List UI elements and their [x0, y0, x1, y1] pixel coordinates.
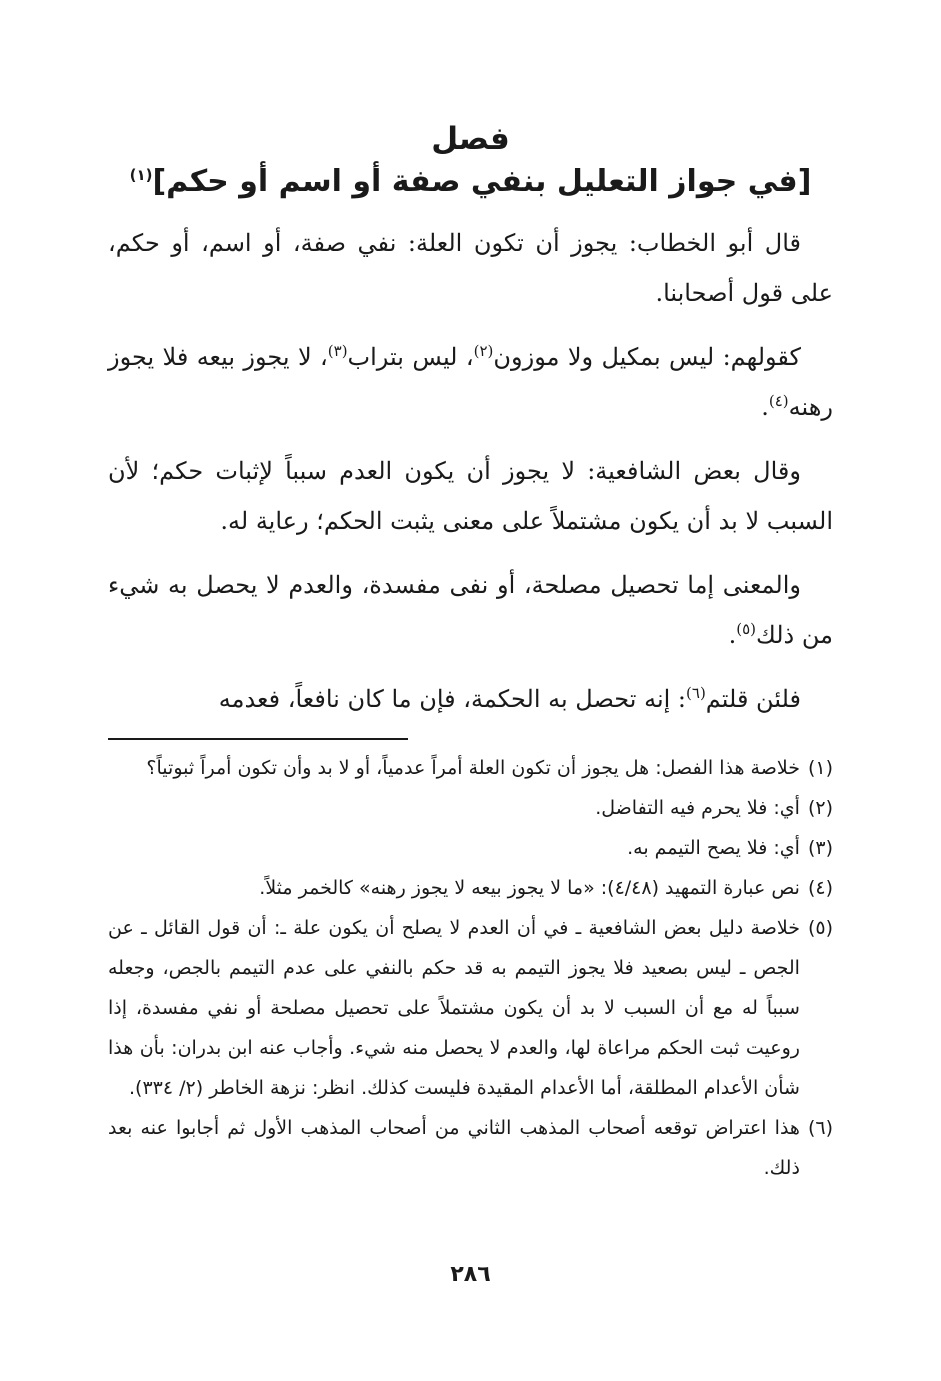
paragraph-text: : إنه تحصل به الحكمة، فإن ما كان نافعاً، فعدمه: [218, 685, 687, 713]
paragraph-text: .: [728, 621, 737, 649]
footnote-number: (٣): [807, 837, 833, 859]
footnote: [108, 828, 833, 868]
subheading-footnote-ref: (١): [129, 166, 153, 184]
paragraph: [108, 446, 833, 546]
main-text: [108, 218, 833, 724]
paragraph-text: فلئن قلتم: [705, 685, 801, 713]
footnote-separator: [108, 738, 408, 740]
footnote-number: (١): [807, 757, 833, 779]
paragraph-text: ، لا يجوز بيعه فلا يجوز رهنه: [108, 343, 833, 421]
footnote-number: (٥): [807, 917, 833, 939]
paragraph: [108, 332, 833, 432]
footnote: [108, 1108, 833, 1188]
paragraph: [108, 218, 833, 318]
paragraph-text: وقال بعض الشافعية: لا يجوز أن يكون العدم سبباً لإثبات حكم؛ لأن السبب لا بد أن يكون مشتملاً على معنى يثبت الحكم؛ رعاية له.: [108, 457, 833, 535]
footnote-text: خلاصة هذا الفصل: هل يجوز أن تكون العلة أمراً عدمياً، أو لا بد وأن تكون أمراً ثبوتياً؟: [146, 757, 800, 779]
paragraph-text: والمعنى إما تحصيل مصلحة، أو نفى مفسدة، والعدم لا يحصل به شيء من ذلك: [108, 571, 833, 649]
footnote-text: أي: فلا يصح التيمم به.: [627, 837, 800, 859]
footnote-number: (٦): [807, 1117, 833, 1139]
footnote-number: (٤): [807, 877, 833, 899]
paragraph: [108, 674, 833, 724]
page-number: ٢٨٦: [450, 1262, 491, 1287]
section-subheading: [108, 160, 833, 204]
footnote: [108, 788, 833, 828]
footnote-number: (٢): [807, 797, 833, 819]
footnote: [108, 868, 833, 908]
paragraph-text: كقولهم: ليس بمكيل ولا موزون: [493, 343, 801, 371]
footnote-ref: (٥): [736, 620, 757, 638]
footnote-text: أي: فلا يحرم فيه التفاضل.: [595, 797, 800, 819]
footnote: [108, 748, 833, 788]
section-heading: فصل: [431, 121, 510, 157]
footnote: [108, 908, 833, 1108]
footnote-ref: (٢): [473, 342, 494, 360]
footnotes: [108, 748, 833, 1188]
footnote-text: هذا اعتراض توقعه أصحاب المذهب الثاني من أصحاب المذهب الأول ثم أجابوا عنه بعد ذلك.: [108, 1117, 800, 1179]
footnote-ref: (٦): [686, 684, 706, 702]
paragraph-text: ، ليس بتراب: [347, 343, 474, 371]
paragraph: [108, 560, 833, 660]
subheading-text: [في جواز التعليل بنفي صفة أو اسم أو حكم]: [152, 164, 812, 199]
paragraph-text: .: [761, 393, 769, 421]
footnote-text: نص عبارة التمهيد (٤/٤٨): «ما لا يجوز بيعه لا يجوز رهنه» كالخمر مثلاً.: [259, 877, 800, 899]
footnote-ref: (٣): [327, 342, 348, 360]
footnote-text: خلاصة دليل بعض الشافعية ـ في أن العدم لا يصلح أن يكون علة ـ: أن قول القائل ـ عن الجص ـ ليس بصعيد فلا يجوز التيمم به قد حكم بالنفي على عدم التيمم بالجص، وجعله سبباً له مع أن السبب لا بد أن يكون مشتملاً على تحصيل مصلحة أو نفي مفسدة، إذا روعيت ثبت الحكم مراعاة لها، والعدم لا يحصل منه شيء. وأجاب عنه ابن بدران: بأن هذا شأن الأعدام المطلقة، أما الأعدام المقيدة فليست كذلك. انظر: نزهة الخاطر (٢/ ٣٣٤).: [108, 917, 800, 1099]
paragraph-text: قال أبو الخطاب: يجوز أن تكون العلة: نفي صفة، أو اسم، أو حكم، على قول أصحابنا.: [108, 229, 833, 307]
footnote-ref: (٤): [768, 392, 789, 410]
